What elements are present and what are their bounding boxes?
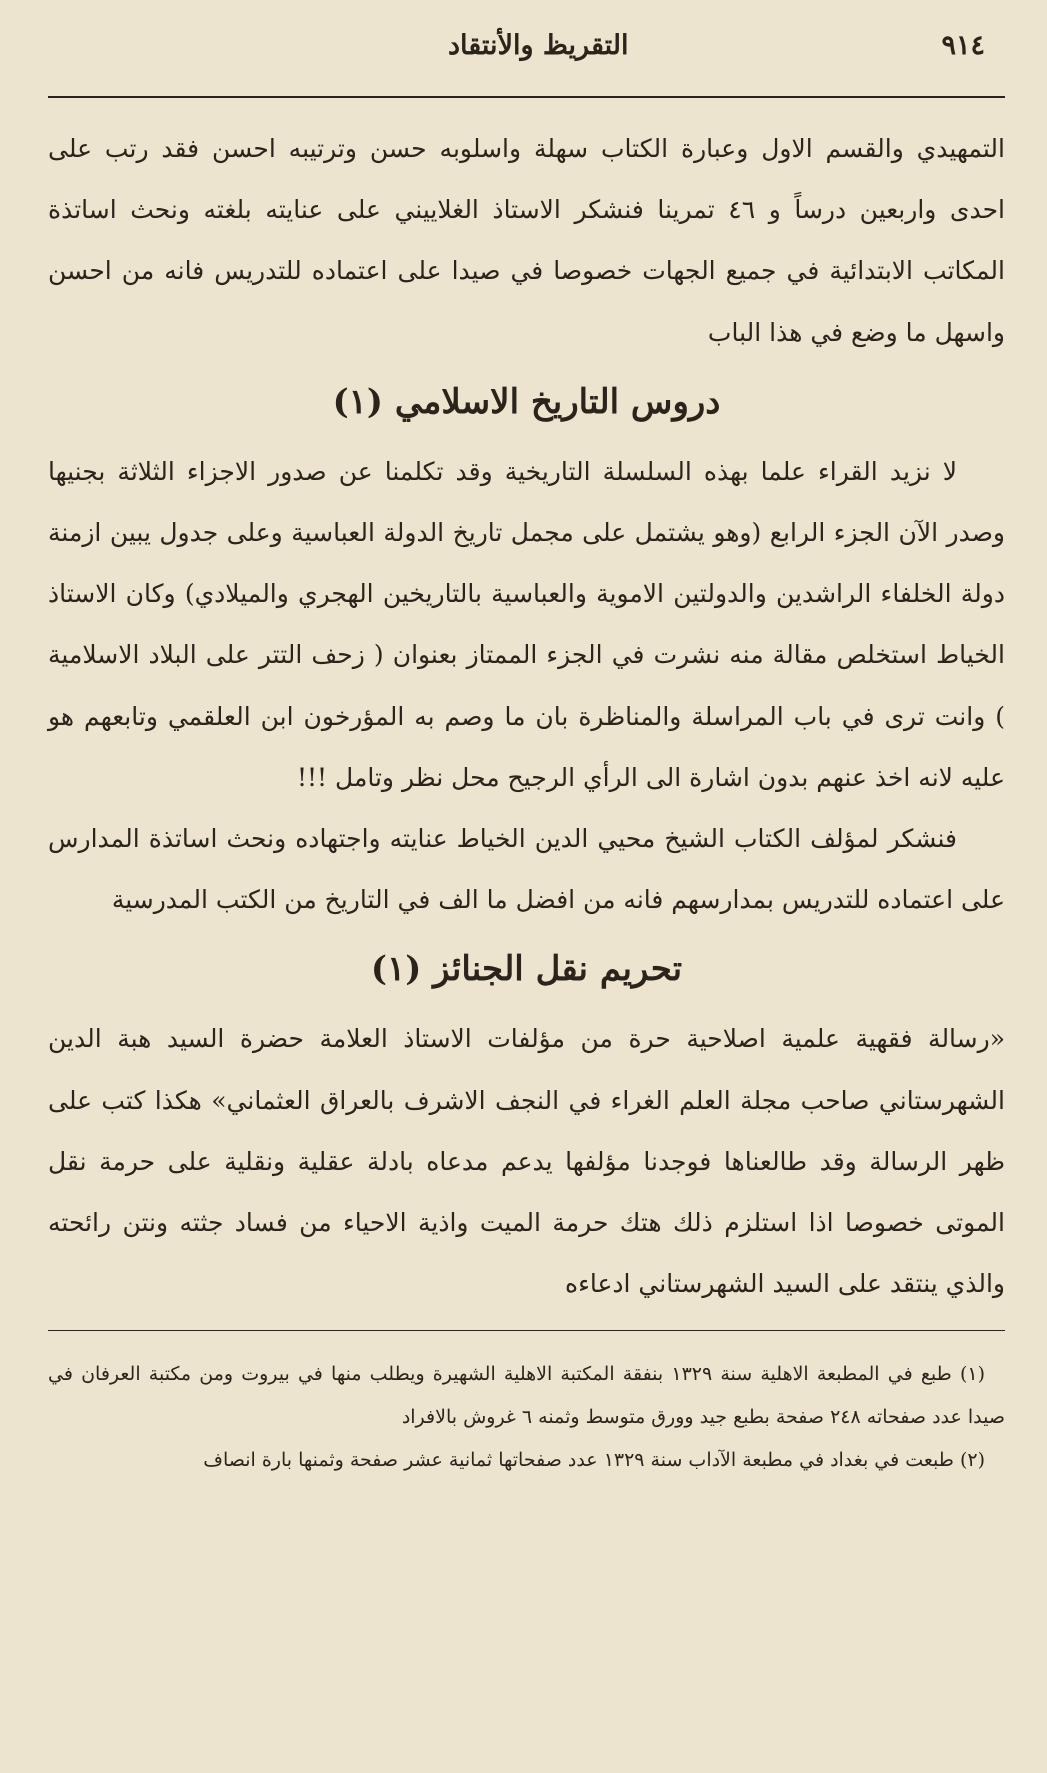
section-heading-funeral-transfer: تحريم نقل الجنائز (١) (370, 949, 683, 990)
header-rule (48, 96, 1005, 98)
funeral-transfer-paragraph: «رسالة فقهية علمية اصلاحية حرة من مؤلفات الاستاذ العلامة حضرة السيد هبة الدين الشهرستاني صاحب مجلة العلم الغراء في النجف الاشرف بالعراق العثماني» هكذا كتب على ظهر الرسالة وقد طالعناها فوجدنا مؤلفها يدعم مدعاه بادلة عقلية ونقلية على حرمة نقل الموتى خصوصا اذا استلزم ذلك هتك حرمة الميت واذية الاحياء من فساد جثته ونتن رائحته والذي ينتقد على السيد الشهرستاني ادعاءه (48, 1024, 1005, 1299)
islamic-history-paragraph-1: لا نزيد القراء علما بهذه السلسلة التاريخية وقد تكلمنا عن صدور الاجزاء الثلاثة بجنيها وصدر الآن الجزء الرابع (وهو يشتمل على مجمل تاريخ الدولة العباسية وعلى جدول يبين ازمنة دولة الخلفاء الراشدين والدولتين الاموية والعباسية بالتاريخين الهجري والميلادي) وكان الاستاذ الخياط استخلص مقالة منه نشرت في الجزء الممتاز بعنوان ( زحف التتر على البلاد الاسلامية ) وانت ترى في باب المراسلة والمناظرة بان ما وصم به المؤرخون ابن العلقمي وتابعهم هو عليه لانه اخذ عنهم بدون اشارة الى الرأي الرجيح محل نظر وتامل !!! (48, 456, 1005, 792)
footnote-2: (٢) طبعت في بغداد في مطبعة الآداب سنة ١٣٢٩ عدد صفحاتها ثمانية عشر صفحة وثمنها بارة انصاف (203, 1449, 985, 1472)
footnote-rule (48, 1330, 1005, 1331)
footnote-1: (١) طبع في المطبعة الاهلية سنة ١٣٢٩ بنفقة المكتبة الاهلية الشهيرة ويطلب منها في بيروت ومن مكتبة العرفان في صيدا عدد صفحاته ٢٤٨ صفحة بطبع جيد وورق متوسط وثمنه ٦ غروش بالافراد (48, 1363, 1005, 1429)
running-title: التقريظ والأنتقاد (448, 30, 629, 61)
running-header (48, 30, 1005, 74)
islamic-history-paragraph-2: فنشكر لمؤلف الكتاب الشيخ محيي الدين الخياط عنايته واجتهاده ونحث اساتذة المدارس على اعتماده للتدريس بمدارسهم فانه من افضل ما الف في التاريخ من الكتب المدرسية (48, 824, 1005, 915)
intro-paragraph: التمهيدي والقسم الاول وعبارة الكتاب سهلة واسلوبه حسن وترتيبه احسن فقد رتب على احدى واربعين درساً و ٤٦ تمرينا فنشكر الاستاذ الغلاييني على عنايته بلغته ونحث اساتذة المكاتب الابتدائية في جميع الجهات خصوصا في صيدا على اعتماده للتدريس فانه من احسن واسهل ما وضع في هذا الباب (48, 134, 1005, 347)
page-number: ٩١٤ (941, 30, 985, 61)
section-heading-islamic-history: دروس التاريخ الاسلامي (١) (332, 381, 721, 422)
